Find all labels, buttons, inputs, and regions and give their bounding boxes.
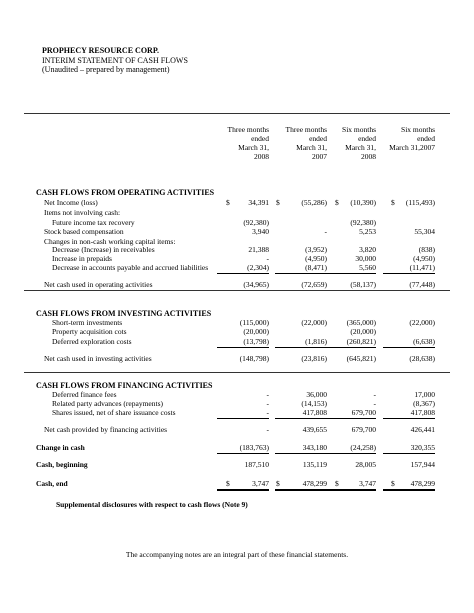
- value-cell: 478,299: [275, 479, 327, 491]
- value-cell: 187,510: [244, 460, 269, 469]
- row-label: Shares issued, net of share issuance costs: [52, 408, 176, 417]
- row-label: Items not involving cash:: [44, 208, 121, 217]
- value-cell: (2,304): [217, 263, 269, 274]
- column-header-line: ended: [358, 134, 376, 143]
- value-cell: 34,391: [248, 198, 269, 207]
- row-label: Deferred finance fees: [52, 390, 117, 399]
- table-row: [0, 227, 474, 237]
- value-cell: (22,000): [301, 318, 327, 327]
- value-cell: (20,000): [350, 327, 376, 336]
- value-cell: 21,388: [248, 245, 269, 254]
- row-label: Changes in non-cash working capital items:: [44, 237, 176, 246]
- value-cell: (4,950): [413, 254, 435, 263]
- row-label: Cash, beginning: [36, 460, 88, 469]
- row-label: Related party advances (repayments): [52, 399, 163, 408]
- value-cell: -: [266, 399, 269, 408]
- value-cell: (8,471): [275, 263, 327, 274]
- value-cell: (58,137): [350, 280, 376, 289]
- row-label: Net cash used in investing activities: [44, 354, 152, 363]
- notes-statement: The accompanying notes are an integral part of these financial statements.: [125, 550, 349, 559]
- value-cell: (24,258): [324, 443, 376, 454]
- column-header-line: Six months: [342, 125, 376, 134]
- company-name: PROPHECY RESOURCE CORP.: [42, 46, 159, 55]
- value-cell: (115,000): [239, 318, 269, 327]
- value-cell: -: [266, 390, 269, 399]
- table-row: [0, 198, 474, 208]
- table-row: [0, 208, 474, 218]
- value-cell: (1,816): [275, 337, 327, 348]
- dollar-sign: $: [226, 479, 230, 488]
- value-cell: (23,816): [301, 354, 327, 363]
- value-cell: 157,944: [410, 460, 435, 469]
- value-cell: (92,380): [350, 218, 376, 227]
- value-cell: (8,367): [413, 399, 435, 408]
- column-header-line: ended: [309, 134, 327, 143]
- value-cell: (183,763): [217, 443, 269, 454]
- column-header-line: 2008: [254, 152, 269, 161]
- dollar-sign: $: [391, 198, 395, 207]
- value-cell: (4,950): [305, 254, 327, 263]
- section-divider: [24, 290, 450, 291]
- statement-header: [42, 46, 188, 75]
- value-cell: (28,638): [409, 354, 435, 363]
- value-cell: (72,659): [301, 280, 327, 289]
- value-cell: (148,798): [239, 354, 269, 363]
- value-cell: 478,299: [383, 479, 435, 491]
- value-cell: -: [324, 227, 327, 236]
- value-cell: 426,441: [410, 425, 435, 434]
- column-header-line: March 31,: [296, 143, 327, 152]
- row-label: Decrease in accounts payable and accrued liabilities: [52, 263, 209, 272]
- value-cell: 3,820: [359, 245, 376, 254]
- table-row: [0, 479, 474, 489]
- value-cell: 417,808: [275, 408, 327, 419]
- column-header-line: March 31,: [345, 143, 376, 152]
- row-label: Net cash provided by financing activities: [44, 425, 168, 434]
- header-rule: [24, 113, 450, 114]
- column-header-line: Six months: [401, 125, 435, 134]
- value-cell: 417,808: [383, 408, 435, 419]
- unaudited-note: (Unaudited – prepared by management): [42, 65, 170, 74]
- value-cell: (11,471): [383, 263, 435, 274]
- value-cell: -: [217, 408, 269, 419]
- value-cell: (10,390): [350, 198, 376, 207]
- row-label: Property acquisition cots: [52, 327, 127, 336]
- value-cell: -: [266, 254, 269, 263]
- value-cell: 679,700: [324, 408, 376, 419]
- value-cell: (838): [418, 245, 435, 254]
- value-cell: 30,000: [355, 254, 376, 263]
- table-row: [0, 263, 474, 273]
- section-investing-title: CASH FLOWS FROM INVESTING ACTIVITIES: [36, 309, 212, 318]
- value-cell: -: [373, 399, 376, 408]
- column-header-line: ended: [417, 134, 435, 143]
- column-header-line: Three months: [285, 125, 327, 134]
- dollar-sign: $: [335, 198, 339, 207]
- row-label: Net cash used in operating activities: [44, 280, 153, 289]
- table-row: [0, 408, 474, 418]
- value-cell: 3,940: [252, 227, 269, 236]
- row-label: Short-term investments: [52, 318, 123, 327]
- column-header-line: March 31,2007: [389, 143, 435, 152]
- value-cell: 17,000: [414, 390, 435, 399]
- section-operating-title: CASH FLOWS FROM OPERATING ACTIVITIES: [36, 188, 215, 197]
- table-row: [0, 327, 474, 337]
- row-label: Increase in prepaids: [52, 254, 112, 263]
- value-cell: 3,747: [217, 479, 269, 491]
- supplemental-disclosures: Supplemental disclosures with respect to cash flows (Note 9): [56, 500, 248, 509]
- table-row: [0, 354, 474, 364]
- row-label: Cash, end: [36, 479, 68, 488]
- column-header-line: March 31,: [238, 143, 269, 152]
- column-header-line: ended: [251, 134, 269, 143]
- row-label: Future income tax recovery: [52, 218, 135, 227]
- column-header-line: Three months: [227, 125, 269, 134]
- value-cell: -: [266, 425, 269, 434]
- table-row: [0, 443, 474, 453]
- dollar-sign: $: [226, 198, 230, 207]
- table-row: [0, 280, 474, 290]
- value-cell: 28,005: [355, 460, 376, 469]
- value-cell: 679,700: [351, 425, 376, 434]
- value-cell: 55,304: [414, 227, 435, 236]
- value-cell: (3,952): [305, 245, 327, 254]
- value-cell: (34,965): [243, 280, 269, 289]
- column-header-line: 2007: [312, 152, 327, 161]
- value-cell: (92,380): [243, 218, 269, 227]
- value-cell: 5,560: [324, 263, 376, 274]
- value-cell: (365,000): [346, 318, 376, 327]
- dollar-sign: $: [276, 198, 280, 207]
- dollar-sign: $: [335, 479, 339, 488]
- value-cell: (115,493): [405, 198, 435, 207]
- value-cell: (260,821): [324, 337, 376, 348]
- dollar-sign: $: [276, 479, 280, 488]
- row-label: Stock based compensation: [44, 227, 124, 236]
- section-financing-title: CASH FLOWS FROM FINANCING ACTIVITIES: [36, 381, 213, 390]
- value-cell: 3,747: [324, 479, 376, 491]
- value-cell: (6,638): [383, 337, 435, 348]
- value-cell: 439,655: [302, 425, 327, 434]
- value-cell: 135,119: [302, 460, 327, 469]
- column-header: [365, 125, 435, 152]
- table-row: [0, 425, 474, 435]
- value-cell: 343,180: [275, 443, 327, 454]
- value-cell: 36,000: [306, 390, 327, 399]
- value-cell: (22,000): [409, 318, 435, 327]
- value-cell: (20,000): [243, 327, 269, 336]
- section-divider: [24, 372, 450, 373]
- value-cell: (13,798): [217, 337, 269, 348]
- table-row: [0, 337, 474, 347]
- value-cell: (77,448): [409, 280, 435, 289]
- table-row: [0, 460, 474, 470]
- row-label: Net Income (loss): [44, 198, 98, 207]
- row-label: Decrease (Increase) in receivables: [52, 245, 155, 254]
- value-cell: -: [373, 390, 376, 399]
- value-cell: 320,355: [383, 443, 435, 454]
- value-cell: (14,153): [301, 399, 327, 408]
- dollar-sign: $: [391, 479, 395, 488]
- value-cell: 5,253: [359, 227, 376, 236]
- statement-title: INTERIM STATEMENT OF CASH FLOWS: [42, 55, 188, 65]
- column-header-line: 2008: [361, 152, 376, 161]
- value-cell: (645,821): [346, 354, 376, 363]
- row-label: Change in cash: [36, 443, 85, 452]
- value-cell: (55,286): [301, 198, 327, 207]
- row-label: Deferred exploration costs: [52, 337, 132, 346]
